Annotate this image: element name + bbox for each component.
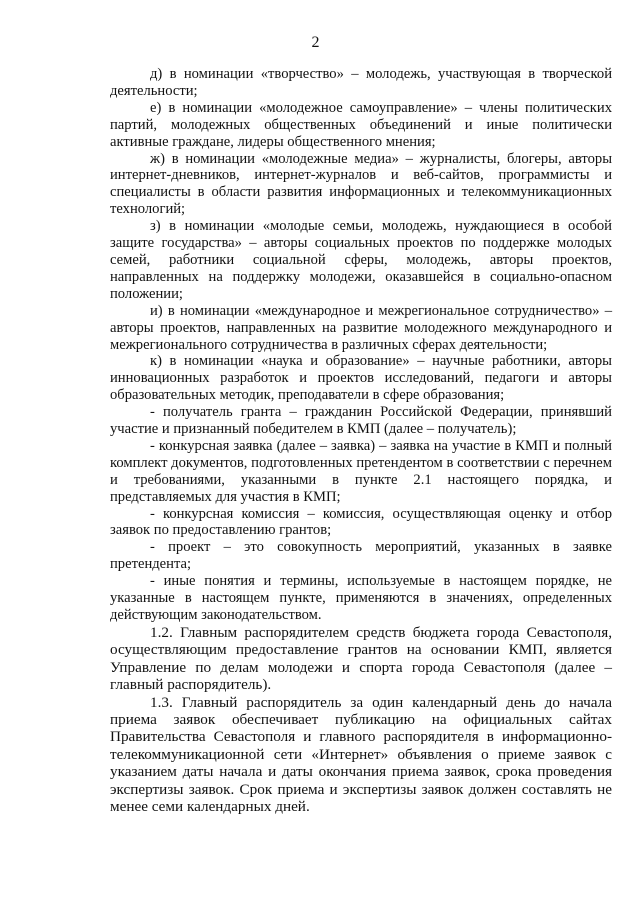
paragraph-self-government: е) в номинации «молодежное самоуправление» – члены политических партий, молодежных общественных объединений и иные политически активные граждане, лидеры общественного мнения; (110, 99, 612, 150)
paragraph-science-education: к) в номинации «наука и образование» – научные работники, авторы инновационных разработок и проектов исследований, педагоги и авторы образовательных методик, преподаватели в сфере образования; (110, 353, 612, 404)
page-number: 2 (311, 34, 320, 51)
definition-application: - конкурсная заявка (далее – заявка) – заявка на участие в КМП и полный комплект документов, подготовленных претендентом в соответствии с перечнем и требованиями, указанными в пункте 2.1 настоящего порядка, и представляемых для участия в КМП; (110, 437, 612, 505)
paragraph-youth-media: ж) в номинации «молодежные медиа» – журналисты, блогеры, авторы интернет-дневников, интернет-журналов и веб-сайтов, программисты и специалисты в области развития информационных и телекоммуникационных технологий; (110, 150, 612, 218)
definition-project: - проект – это совокупность мероприятий, указанных в заявке претендента; (110, 539, 612, 573)
clause-1-3: 1.3. Главный распорядитель за один календарный день до начала приема заявок обеспечивает публикацию на официальных сайтах Правительства Севастополя и главного распорядителя в информационно-телекоммуникационной сети «Интернет» объявления о приеме заявок с указанием даты начала и даты окончания приема заявок, срока проведения экспертизы заявок. Срок приема и экспертизы заявок должен составлять не менее семи календарных дней. (110, 693, 612, 815)
definition-commission: - конкурсная комиссия – комиссия, осуществляющая оценку и отбор заявок по предоставлению грантов; (110, 505, 612, 539)
paragraph-international-cooperation: и) в номинации «международное и межрегиональное сотрудничество» – авторы проектов, направленных на развитие молодежного международного и межрегионального сотрудничества в различных сферах деятельности; (110, 302, 612, 353)
paragraph-creativity: д) в номинации «творчество» – молодежь, участвующая в творческой деятельности; (110, 66, 612, 99)
document-body (110, 66, 612, 815)
paragraph-young-families: з) в номинации «молодые семьи, молодежь, нуждающиеся в особой защите государства» – авторы социальных проектов по поддержке молодых семей, работники социальной сферы, молодежь, авторы проектов, направленных на поддержку молодежи, оказавшейся в социально-опасном положении; (110, 218, 612, 302)
clause-1-2: 1.2. Главным распорядителем средств бюджета города Севастополя, осуществляющим предоставление грантов на основании КМП, является Управление по делам молодежи и спорта города Севастополя (далее – главный распорядитель). (110, 623, 612, 694)
definition-other-terms: - иные понятия и термины, используемые в настоящем порядке, не указанные в настоящем пункте, применяются в значениях, определенных действующим законодательством. (110, 573, 612, 623)
definition-grant-recipient: - получатель гранта – гражданин Российской Федерации, принявший участие и признанный победителем в КМП (далее – получатель); (110, 404, 612, 438)
